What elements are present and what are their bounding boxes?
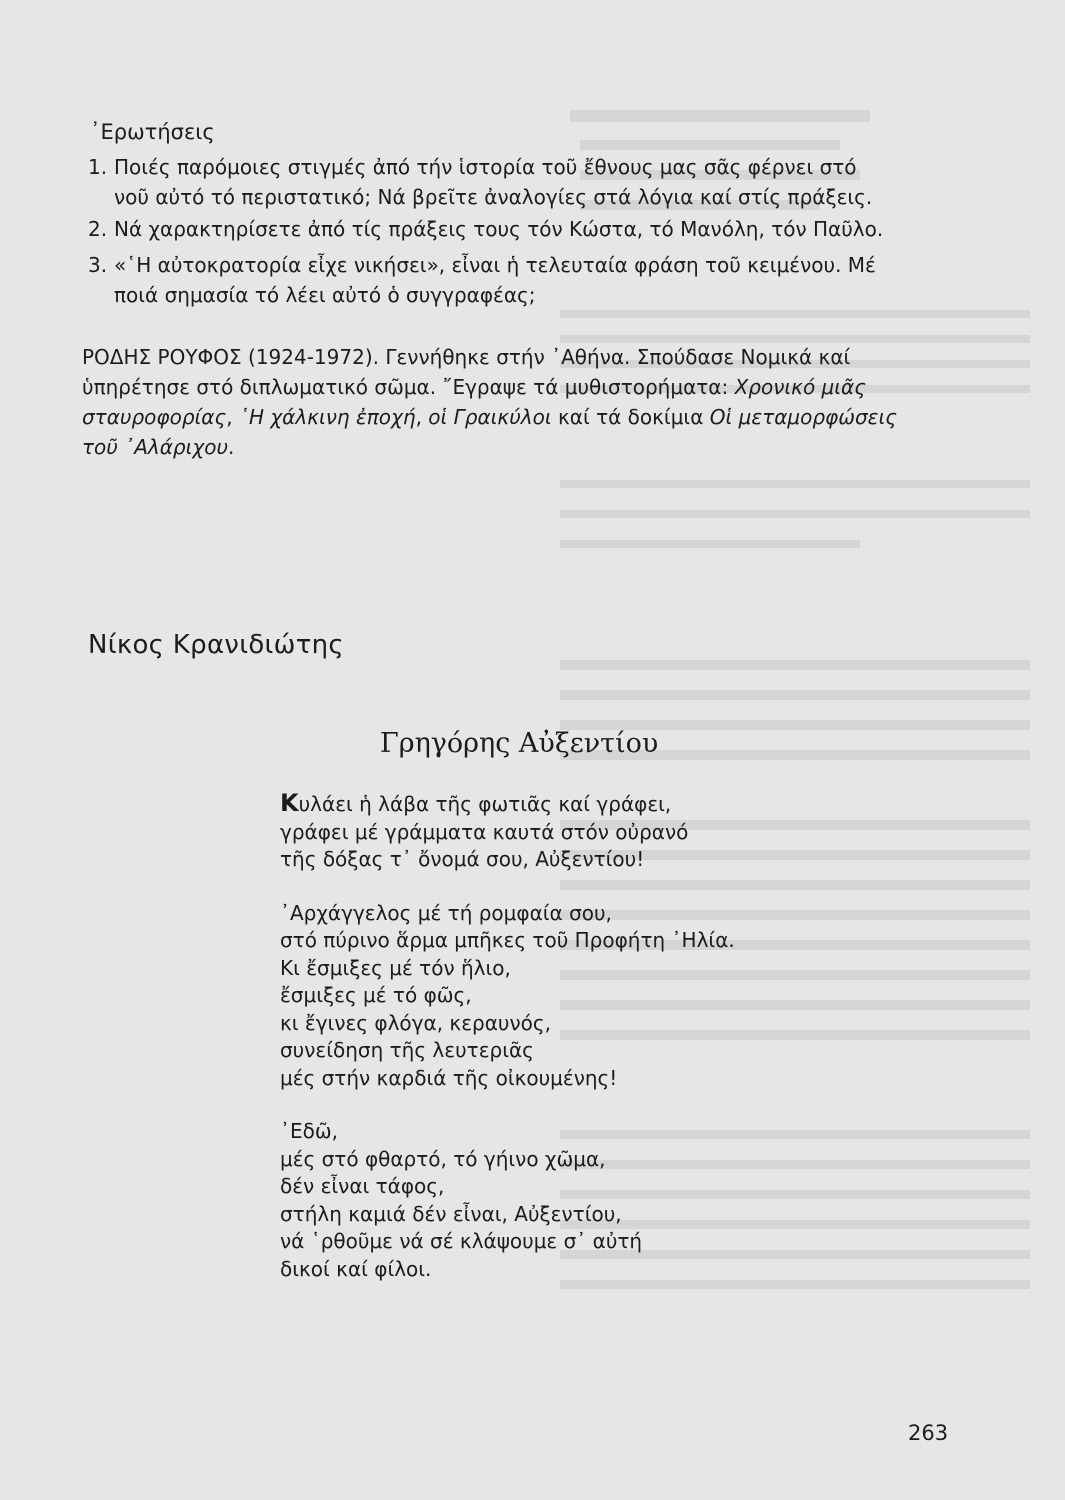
page-number: 263 <box>908 1421 949 1445</box>
bio-work-title: Οἱ μεταμορφώσεις τοῦ ᾿Αλάριχου <box>82 405 897 459</box>
bio-work-title: οἱ Γραικύλοι <box>428 405 552 429</box>
question-text: Νά χαρακτηρίσετε ἀπό τίς πράξεις τους τόν Κώστα, τό Μανόλη, τόν Παῦλο. <box>114 217 884 241</box>
question-text: Ποιές παρόμοιες στιγμές ἀπό τήν ἱστορία τοῦ ἔθνους μας σᾶς φέρνει στό <box>114 155 857 179</box>
poem-line: στήλη καμιά δέν εἶναι, Αὐξεντίου, <box>280 1201 622 1226</box>
poem-line <box>280 790 800 819</box>
author-bio <box>82 342 932 462</box>
question-number: 3. <box>88 253 108 277</box>
poem-line: γράφει μέ γράμματα καυτά στόν οὐρανό <box>280 819 689 844</box>
poem-stanza-1 <box>280 790 800 874</box>
poem-line: ᾿Εδῶ, <box>280 1119 338 1143</box>
poem-line: δέν εἶναι τάφος, <box>280 1174 445 1198</box>
question-text-cont: ποιά σημασία τό λέει αὐτό ὁ συγγραφέας; <box>114 283 536 307</box>
poem-line: νά ῾ρθοῦμε νά σέ κλάψουμε σ᾿ αὐτή <box>280 1229 643 1253</box>
question-number: 1. <box>88 155 108 179</box>
drop-cap: Κ <box>280 789 299 817</box>
author-name: Νίκος Κρανιδιώτης <box>88 630 344 660</box>
bio-work-title: Χρονικό μιᾶς σταυροφορίας <box>82 375 866 429</box>
question-1 <box>88 152 928 212</box>
poem-line: κι ἔγινες φλόγα, κεραυνός, <box>280 1010 551 1035</box>
bio-end: . <box>228 435 235 459</box>
bio-text: ΡΟΔΗΣ ΡΟΥΦΟΣ (1924-1972). Γεννήθηκε στήν ᾿Αθήνα. Σπούδασε Νομικά καί ὑπηρέτησε στό διπλωματικό σῶμα. ῎Εγραψε τά μυθιστορήματα: <box>82 345 851 399</box>
bio-separator: καί τά δοκίμια <box>551 405 710 429</box>
poem-line: συνείδηση τῆς λευτεριᾶς <box>280 1038 534 1062</box>
bio-work-title: ῾Η χάλκινη ἐποχή <box>238 405 416 429</box>
questions-heading: ᾿Ερωτήσεις <box>90 120 215 144</box>
bio-separator: , <box>415 405 429 429</box>
poem-line-text: υλάει ἡ λάβα τῆς φωτιᾶς καί γράφει, <box>298 792 672 816</box>
poem-line: μές στήν καρδιά τῆς οἰκουμένης! <box>280 1065 618 1090</box>
poem-stanza-3 <box>280 1118 800 1283</box>
question-number: 2. <box>88 217 108 241</box>
poem-stanza-2 <box>280 900 800 1093</box>
poem-line: τῆς δόξας τ᾿ ὄνομά σου, Αὐξεντίου! <box>280 847 645 871</box>
poem-line: μές στό φθαρτό, τό γήινο χῶμα, <box>280 1146 606 1171</box>
bio-separator: , <box>226 405 239 429</box>
question-text-cont: νοῦ αὐτό τό περιστατικό; Νά βρεῖτε ἀναλογίες στά λόγια καί στίς πράξεις. <box>114 185 873 209</box>
poem-line: ᾿Αρχάγγελος μέ τή ρομφαία σου, <box>280 900 612 925</box>
poem-line: στό πύρινο ἅρμα μπῆκες τοῦ Προφήτη ᾿Ηλία. <box>280 928 735 952</box>
poem-line: δικοί καί φίλοι. <box>280 1256 432 1281</box>
poem-line: ἔσμιξες μέ τό φῶς, <box>280 983 472 1007</box>
question-2 <box>88 214 928 244</box>
question-text: «῾Η αὐτοκρατορία εἶχε νικήσει», εἶναι ἡ τελευταία φράση τοῦ κειμένου. Μέ <box>114 253 876 277</box>
question-3 <box>88 250 928 310</box>
poem-line: Κι ἔσμιξες μέ τόν ἥλιο, <box>280 955 511 980</box>
poem-title: Γρηγόρης Αὐξεντίου <box>380 728 659 759</box>
poem-body <box>280 790 800 1309</box>
